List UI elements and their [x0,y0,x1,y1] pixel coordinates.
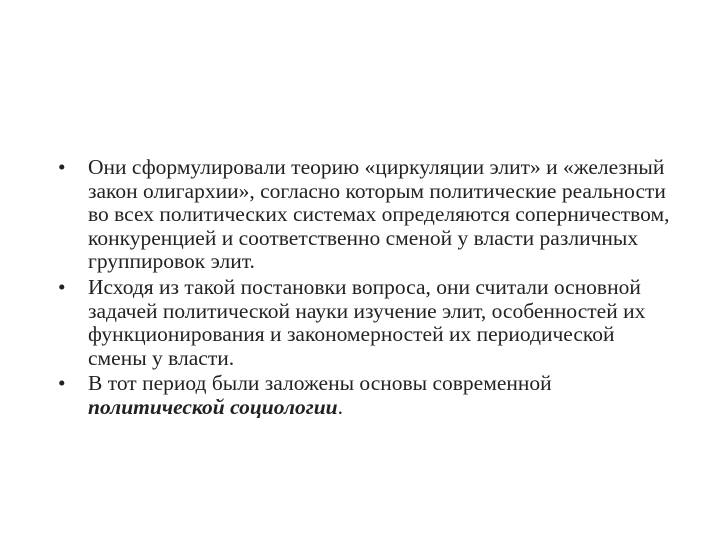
bullet-item-study-of-elites [58,276,678,370]
emphasized-term: политической социологии [88,394,338,419]
bullet-icon: • [58,155,66,179]
bullet-item-political-sociology [58,372,678,419]
bullet-item-circulation-theory [58,156,678,274]
bullet-list [58,156,678,422]
bullet-text-after: . [337,394,343,419]
bullet-text: Исходя из такой постановки вопроса, они считали основной задачей политической науки изучение элит, особенностей их функционирования и закономерностей их периодической смены у власти. [88,274,646,370]
bullet-icon: • [58,274,66,299]
bullet-text: Они сформулировали теорию «циркуляции элит» и «железный закон олигархии», согласно которым политические реальности во всех политических системах определяются соперничеством, конкуренцией и соответственно сменой у власти различных группировок элит. [88,155,670,274]
bullet-text-before: В тот период были заложены основы современной [88,371,552,396]
bullet-icon: • [58,371,66,396]
